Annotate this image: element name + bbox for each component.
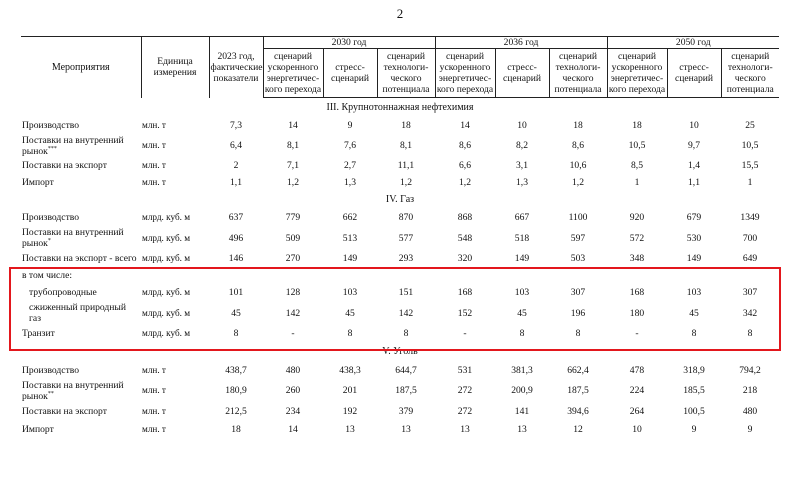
value-cell: 270 <box>285 252 301 264</box>
header-scenario-accelerated: сценарий ускоренного энергетичес-кого перехода <box>607 49 667 98</box>
value-cell: 2,7 <box>344 159 356 171</box>
table-row <box>21 267 779 284</box>
value-cell: 8,1 <box>287 140 299 152</box>
value-cell: 9,7 <box>688 140 700 152</box>
row-label <box>21 157 141 174</box>
value-cell: 9 <box>347 120 353 132</box>
table-row <box>21 174 779 191</box>
value-cell: 649 <box>742 252 758 264</box>
row-label <box>21 284 141 302</box>
value-cell: 14 <box>288 120 298 132</box>
value-cell: 348 <box>629 252 645 264</box>
value-cell: 13 <box>517 423 527 435</box>
table-row <box>21 227 779 250</box>
value-cell: 8 <box>233 328 239 340</box>
value-cell: 572 <box>629 232 645 244</box>
value-cell: 8 <box>519 328 525 340</box>
value-cell: 1 <box>747 176 753 188</box>
value-cell: 201 <box>342 385 358 397</box>
value-cell: 394,6 <box>567 405 589 417</box>
value-cell: 8,5 <box>631 159 643 171</box>
value-cell: 149 <box>342 252 358 264</box>
value-cell: 13 <box>401 423 411 435</box>
value-cell: 548 <box>457 232 473 244</box>
value-cell: 10 <box>632 423 642 435</box>
row-label <box>21 421 141 438</box>
table-row <box>21 325 779 343</box>
value-cell: 530 <box>686 232 702 244</box>
header-scenario-tech: сценарий технологи-ческого потенциала <box>549 49 607 98</box>
table-row <box>21 117 779 135</box>
value-cell: 9 <box>747 423 753 435</box>
header-year-2050: 2050 год <box>607 37 779 49</box>
header-scenario-tech: сценарий технологи-ческого потенциала <box>721 49 779 98</box>
value-cell: 45 <box>345 307 355 319</box>
section-heading-row <box>21 343 779 362</box>
value-cell: 3,1 <box>516 159 528 171</box>
value-cell: 10,6 <box>569 159 587 171</box>
value-cell: 8,2 <box>516 140 528 152</box>
row-label-text: Производство <box>22 120 80 132</box>
value-cell: 10,5 <box>741 140 759 152</box>
value-cell: 45 <box>517 307 527 319</box>
value-cell: 379 <box>398 405 414 417</box>
value-cell: 480 <box>285 365 301 377</box>
row-label <box>21 267 141 284</box>
value-cell: 480 <box>742 405 758 417</box>
value-cell: 10,5 <box>628 140 646 152</box>
row-unit: млн. т <box>142 365 166 376</box>
value-cell: 1349 <box>740 212 760 224</box>
value-cell: 496 <box>228 232 244 244</box>
value-cell: 531 <box>457 365 473 377</box>
value-cell: 438,7 <box>225 365 247 377</box>
value-cell: 168 <box>457 287 473 299</box>
value-cell: 307 <box>742 287 758 299</box>
row-label-text: Производство <box>22 212 80 224</box>
row-label <box>21 174 141 191</box>
table-body <box>21 98 779 438</box>
value-cell: 18 <box>401 120 411 132</box>
value-cell: 168 <box>629 287 645 299</box>
value-cell: 187,5 <box>395 385 417 397</box>
table-row <box>21 362 779 380</box>
table-row <box>21 250 779 267</box>
row-label <box>21 402 141 421</box>
value-cell: 180 <box>629 307 645 319</box>
value-cell: 103 <box>342 287 358 299</box>
row-unit: млрд. куб. м <box>142 252 191 263</box>
value-cell: 103 <box>514 287 530 299</box>
value-cell: - <box>635 328 639 340</box>
value-cell: 9 <box>691 423 697 435</box>
value-cell: 142 <box>398 307 414 319</box>
value-cell: 381,3 <box>511 365 533 377</box>
section-title: III. Крупнотоннажная нефтехимия <box>326 101 474 113</box>
row-unit: млн. т <box>142 423 166 434</box>
value-cell: 212,5 <box>225 405 247 417</box>
value-cell: 7,1 <box>287 159 299 171</box>
value-cell: 8 <box>347 328 353 340</box>
value-cell: 152 <box>457 307 473 319</box>
value-cell: 45 <box>231 307 241 319</box>
value-cell: 478 <box>629 365 645 377</box>
footnote-marker: *** <box>47 145 57 152</box>
value-cell: 151 <box>398 287 414 299</box>
value-cell: 272 <box>457 405 473 417</box>
value-cell: 438,3 <box>339 365 361 377</box>
row-label-text: Транзит <box>22 328 55 340</box>
value-cell <box>323 267 377 284</box>
value-cell: 679 <box>686 212 702 224</box>
row-unit: млн. т <box>142 405 166 416</box>
value-cell: 7,6 <box>344 140 356 152</box>
value-cell: 8 <box>403 328 409 340</box>
row-unit <box>141 267 209 284</box>
value-cell <box>435 267 495 284</box>
value-cell: 2 <box>233 159 239 171</box>
value-cell: 224 <box>629 385 645 397</box>
value-cell: 513 <box>342 232 358 244</box>
row-label-text: Импорт <box>22 423 54 435</box>
value-cell: 794,2 <box>739 365 761 377</box>
value-cell <box>549 267 607 284</box>
value-cell: 200,9 <box>511 385 533 397</box>
header-scenario-accelerated: сценарий ускоренного энергетичес-кого перехода <box>435 49 495 98</box>
energy-forecast-table <box>21 36 779 438</box>
value-cell: 8,6 <box>572 140 584 152</box>
row-label <box>21 227 141 250</box>
value-cell: 15,5 <box>741 159 759 171</box>
value-cell: 101 <box>228 287 244 299</box>
row-label-text: трубопроводные <box>29 287 97 299</box>
row-label <box>21 362 141 380</box>
row-label-text: Поставки на экспорт <box>22 159 107 171</box>
value-cell: 503 <box>570 252 586 264</box>
value-cell: 318,9 <box>683 365 705 377</box>
value-cell: 264 <box>629 405 645 417</box>
table-row <box>21 421 779 438</box>
value-cell <box>377 267 435 284</box>
value-cell: 868 <box>457 212 473 224</box>
row-label-text: Поставки на экспорт <box>22 405 107 417</box>
value-cell: 13 <box>460 423 470 435</box>
value-cell: 192 <box>342 405 358 417</box>
row-label <box>21 117 141 135</box>
value-cell: 10 <box>689 120 699 132</box>
table-row <box>21 284 779 302</box>
row-label <box>21 302 141 325</box>
header-scenario-stress: стресс-сценарий <box>667 49 721 98</box>
value-cell: 1,2 <box>459 176 471 188</box>
value-cell: 1,1 <box>230 176 242 188</box>
row-unit: млрд. куб. м <box>142 287 191 298</box>
value-cell <box>495 267 549 284</box>
value-cell: 234 <box>285 405 301 417</box>
value-cell: 509 <box>285 232 301 244</box>
value-cell: 1,3 <box>344 176 356 188</box>
value-cell: 12 <box>573 423 583 435</box>
value-cell: 18 <box>573 120 583 132</box>
row-unit: млн. т <box>142 176 166 187</box>
value-cell <box>607 267 667 284</box>
value-cell <box>667 267 721 284</box>
row-label-text: Импорт <box>22 176 54 188</box>
header-2023: 2023 год, фактические показатели <box>209 37 263 98</box>
row-unit: млн. т <box>142 159 166 170</box>
row-unit: млн. т <box>142 385 166 396</box>
value-cell: 1,3 <box>516 176 528 188</box>
row-unit: млрд. куб. м <box>142 328 191 339</box>
value-cell: 11,1 <box>397 159 415 171</box>
value-cell: 8,6 <box>459 140 471 152</box>
value-cell: 180,9 <box>225 385 247 397</box>
value-cell: 14 <box>288 423 298 435</box>
value-cell: 1,4 <box>688 159 700 171</box>
value-cell: 1100 <box>568 212 588 224</box>
row-label-text: сжиженный природный газ <box>29 302 127 325</box>
value-cell: 577 <box>398 232 414 244</box>
row-label <box>21 325 141 343</box>
header-year-2030: 2030 год <box>263 37 435 49</box>
row-label-text: Поставки на внутренний рынок <box>22 134 124 157</box>
value-cell <box>209 267 263 284</box>
table-header <box>21 37 779 98</box>
value-cell: 187,5 <box>567 385 589 397</box>
value-cell: 700 <box>742 232 758 244</box>
value-cell: 218 <box>742 385 758 397</box>
header-measures: Мероприятия <box>51 61 110 73</box>
value-cell: 14 <box>460 120 470 132</box>
value-cell: 662 <box>342 212 358 224</box>
value-cell: 6,4 <box>230 140 242 152</box>
footnote-marker: ** <box>47 390 54 397</box>
value-cell: 149 <box>686 252 702 264</box>
row-label <box>21 209 141 227</box>
table-row <box>21 380 779 402</box>
table-row <box>21 157 779 174</box>
value-cell: 18 <box>231 423 241 435</box>
value-cell: 272 <box>457 385 473 397</box>
value-cell <box>721 267 779 284</box>
value-cell: 1 <box>634 176 640 188</box>
row-label-text: Поставки на внутренний рынок <box>22 379 124 402</box>
value-cell: 10 <box>517 120 527 132</box>
value-cell: 13 <box>345 423 355 435</box>
value-cell: 293 <box>398 252 414 264</box>
value-cell: 45 <box>689 307 699 319</box>
row-label-text: в том числе: <box>22 269 73 281</box>
value-cell: 920 <box>629 212 645 224</box>
table-row <box>21 135 779 157</box>
header-year-2036: 2036 год <box>435 37 607 49</box>
value-cell: 779 <box>285 212 301 224</box>
header-scenario-tech: сценарий технологи-ческого потенциала <box>377 49 435 98</box>
header-unit: Единица измерения <box>141 37 209 98</box>
value-cell: 149 <box>514 252 530 264</box>
value-cell: 146 <box>228 252 244 264</box>
row-label <box>21 135 141 157</box>
row-label-text: Поставки на внутренний рынок <box>22 227 124 250</box>
row-unit: млн. т <box>142 140 166 151</box>
row-unit: млрд. куб. м <box>142 232 191 243</box>
value-cell: 8 <box>691 328 697 340</box>
header-scenario-stress: стресс-сценарий <box>495 49 549 98</box>
footnote-marker: * <box>47 237 51 244</box>
value-cell: 307 <box>570 287 586 299</box>
section-heading-row <box>21 191 779 209</box>
value-cell: 185,5 <box>683 385 705 397</box>
section-heading-row <box>21 98 779 117</box>
value-cell: 8 <box>575 328 581 340</box>
value-cell: 637 <box>228 212 244 224</box>
value-cell: 128 <box>285 287 301 299</box>
section-title: IV. Газ <box>385 193 415 205</box>
value-cell: 141 <box>514 405 530 417</box>
value-cell: 644,7 <box>395 365 417 377</box>
value-cell <box>263 267 323 284</box>
value-cell: 25 <box>745 120 755 132</box>
header-scenario-stress: стресс-сценарий <box>323 49 377 98</box>
value-cell: 667 <box>514 212 530 224</box>
value-cell: 260 <box>285 385 301 397</box>
value-cell: 18 <box>632 120 642 132</box>
value-cell: 342 <box>742 307 758 319</box>
table-row <box>21 209 779 227</box>
value-cell: 662,4 <box>567 365 589 377</box>
table-row <box>21 402 779 421</box>
value-cell: - <box>463 328 467 340</box>
header-scenario-accelerated: сценарий ускоренного энергетичес-кого перехода <box>263 49 323 98</box>
value-cell: - <box>291 328 295 340</box>
value-cell: 103 <box>686 287 702 299</box>
value-cell: 7,3 <box>230 120 242 132</box>
value-cell: 8,1 <box>400 140 412 152</box>
value-cell: 1,2 <box>287 176 299 188</box>
value-cell: 142 <box>285 307 301 319</box>
table-row <box>21 302 779 325</box>
value-cell: 518 <box>514 232 530 244</box>
value-cell: 1,2 <box>400 176 412 188</box>
value-cell: 597 <box>570 232 586 244</box>
value-cell: 6,6 <box>459 159 471 171</box>
row-label-text: Поставки на экспорт - всего <box>22 252 137 264</box>
row-label <box>21 380 141 402</box>
value-cell: 100,5 <box>683 405 705 417</box>
value-cell: 870 <box>398 212 414 224</box>
value-cell: 1,2 <box>572 176 584 188</box>
page-number: 2 <box>396 6 404 21</box>
row-label <box>21 250 141 267</box>
value-cell: 196 <box>570 307 586 319</box>
section-title: V. Уголь <box>382 346 418 358</box>
row-label-text: Производство <box>22 365 80 377</box>
value-cell: 320 <box>457 252 473 264</box>
row-unit: млрд. куб. м <box>142 212 191 223</box>
value-cell: 1,1 <box>688 176 700 188</box>
row-unit: млн. т <box>142 120 166 131</box>
value-cell: 8 <box>747 328 753 340</box>
row-unit: млрд. куб. м <box>142 307 191 318</box>
